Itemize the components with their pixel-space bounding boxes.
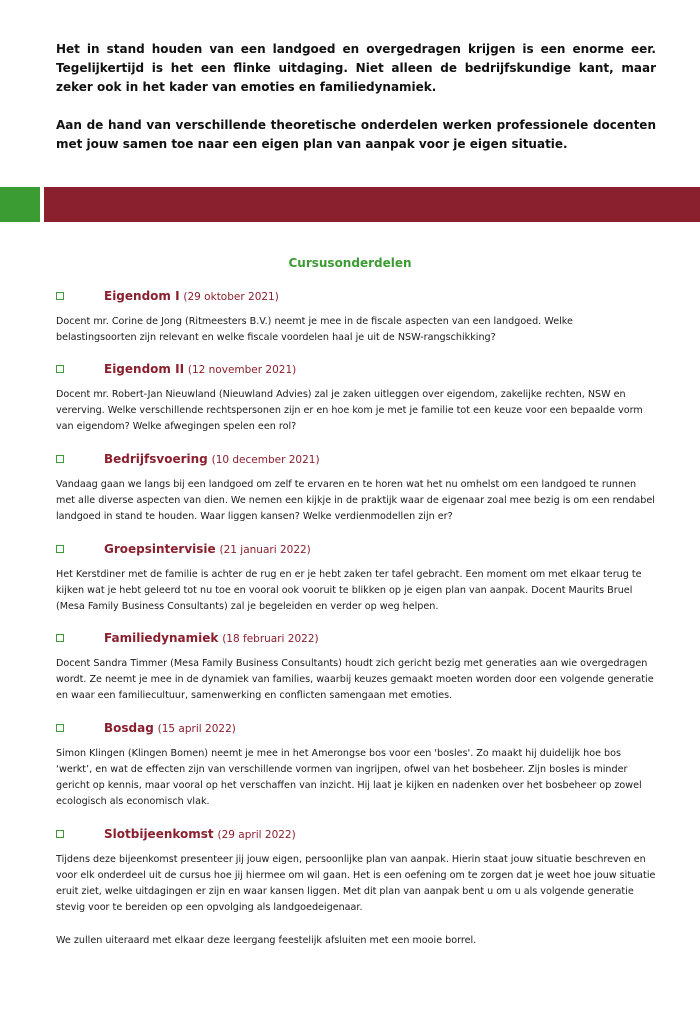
- course-date: (21 januari 2022): [219, 544, 311, 556]
- course-date: (15 april 2022): [157, 723, 236, 735]
- course-date: (18 februari 2022): [222, 633, 319, 645]
- checkbox-bullet-icon: [56, 292, 64, 300]
- course-name: Eigendom II: [104, 362, 185, 376]
- checkbox-bullet-icon: [56, 365, 64, 373]
- checkbox-bullet-icon: [56, 724, 64, 732]
- checkbox-bullet-icon: [56, 545, 64, 553]
- course-name: Groepsintervisie: [104, 542, 216, 556]
- course-date: (10 december 2021): [211, 454, 320, 466]
- course-item: [56, 628, 656, 704]
- course-description: Tijdens deze bijeenkomst presenteer jij jouw eigen, persoonlijke plan van aanpak. Hierin staat jouw situatie beschreven en voor elk onderdeel uit de cursus hoe jij hiermee om wil gaan. Het is een oefening om te zorgen dat je weet hoe jouw situatie eruit ziet, welke uitdagingen er zijn en waar kansen liggen. Met dit plan van aanpak bent u om u als volgende generatie stevig voor te bereiden op een opvolging als landgoedeigenaar.: [56, 854, 656, 913]
- green-band: [0, 187, 40, 222]
- course-date: (29 april 2022): [217, 829, 296, 841]
- course-name: Slotbijeenkomst: [104, 827, 214, 841]
- course-item: [56, 539, 656, 615]
- intro-text: [56, 40, 656, 154]
- course-name: Bosdag: [104, 721, 154, 735]
- course-description: Docent Sandra Timmer (Mesa Family Business Consultants) houdt zich gericht bezig met generaties aan wie overgedragen wordt. Ze neemt je mee in de dynamiek van families, waarbij keuzes gemaakt moeten worden door een volgende generatie en waar een familiecultuur, samenwerking en conflicten samengaan met emoties.: [56, 658, 654, 701]
- course-description: Simon Klingen (Klingen Bomen) neemt je mee in het Amerongse bos voor een 'bosles'. Zo maakt hij duidelijk hoe bos ‘werkt’, en wat de effecten zijn van verschillende vormen van ingrijpen, ofwel van het bosbeheer. Zijn bosles is minder gericht op kennis, maar vooral op het verschaffen van inzicht. Hij laat je kijken en nadenken over het bosbeheer op zowel ecologisch als economisch vlak.: [56, 748, 642, 807]
- checkbox-bullet-icon: [56, 830, 64, 838]
- course-name: Bedrijfsvoering: [104, 452, 208, 466]
- course-description: Vandaag gaan we langs bij een landgoed om zelf te ervaren en te horen wat het nu omhelst om een landgoed te runnen met alle diverse aspecten van dien. We nemen een kijkje in de praktijk waar de eigenaar zoal mee bezig is om een rendabel landgoed in stand te houden. Waar liggen kansen? Welke verdienmodellen zijn er?: [56, 479, 655, 522]
- course-name: Eigendom I: [104, 289, 180, 303]
- intro-paragraph: Aan de hand van verschillende theoretische onderdelen werken professionele docenten met jouw samen toe naar een eigen plan van aanpak voor je eigen situatie.: [56, 118, 656, 151]
- course-description: Docent mr. Corine de Jong (Ritmeesters B.V.) neemt je mee in de fiscale aspecten van een landgoed. Welke belastingsoorten zijn relevant en welke fiscale voordelen haal je uit de NSW-rangschikking?: [56, 316, 573, 343]
- course-item: [56, 718, 656, 810]
- closing-text: We zullen uiteraard met elkaar deze leergang feestelijk afsluiten met een mooie borrel.: [56, 935, 477, 946]
- course-date: (12 november 2021): [187, 364, 297, 376]
- section-title: Cursusonderdelen: [288, 256, 412, 270]
- course-date: (29 oktober 2021): [183, 291, 279, 303]
- course-item: [56, 359, 656, 435]
- course-description: Het Kerstdiner met de familie is achter de rug en er je hebt zaken ter tafel gebracht. Een moment om met elkaar terug te kijken wat je hebt geleerd tot nu toe en vooral ook vooruit te blikken op je eigen plan van aanpak. Docent Maurits Bruel (Mesa Family Business Consultants) zal je begeleiden en verder op weg helpen.: [56, 569, 642, 612]
- course-item: [56, 449, 656, 525]
- course-name: Familiedynamiek: [104, 631, 219, 645]
- checkbox-bullet-icon: [56, 634, 64, 642]
- course-description: Docent mr. Robert-Jan Nieuwland (Nieuwland Advies) zal je zaken uitleggen over eigendom, zakelijke rechten, NSW en vererving. Welke verschillende rechtspersonen zijn er en hoe kom je met je familie tot een keuze voor een bepaalde vorm van eigendom? Welke afwegingen spelen een rol?: [56, 389, 643, 432]
- checkbox-bullet-icon: [56, 455, 64, 463]
- course-item: [56, 824, 656, 916]
- course-item: [56, 286, 656, 346]
- intro-paragraph: Het in stand houden van een landgoed en overgedragen krijgen is een enorme eer. Tegelijkertijd is het een flinke uitdaging. Niet alleen de bedrijfskundige kant, maar zeker ook in het kader van emoties en familiedynamiek.: [56, 42, 656, 94]
- red-band: [44, 187, 700, 222]
